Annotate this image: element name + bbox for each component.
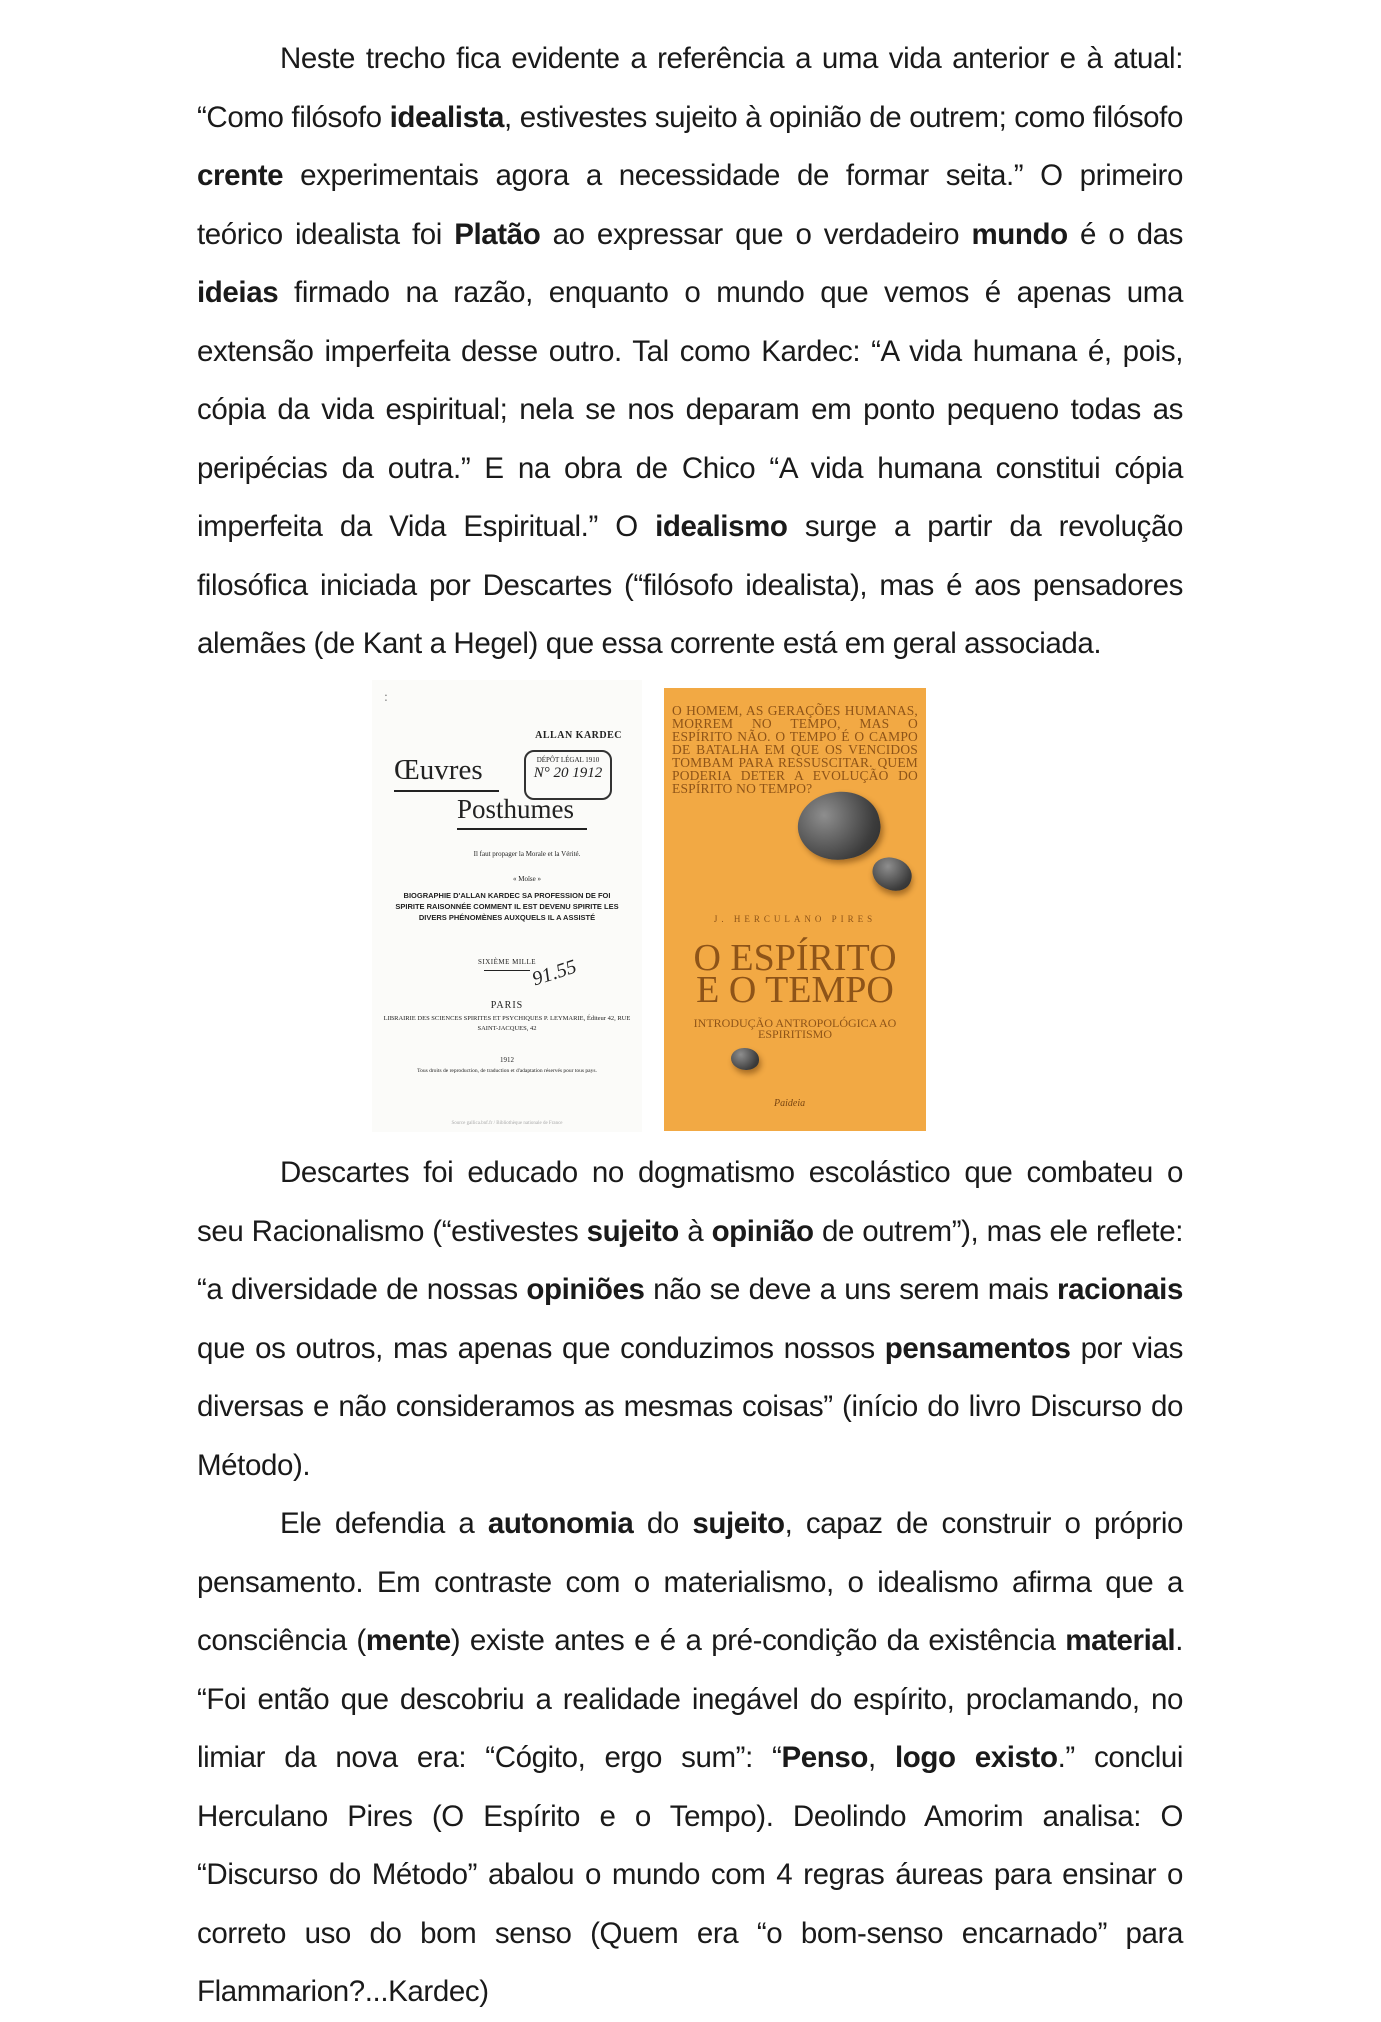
- bold-term: Penso: [781, 1741, 868, 1774]
- bold-term: autonomia: [487, 1507, 634, 1540]
- bold-term: idealismo: [655, 510, 788, 543]
- cover-title-line2: E O TEMPO: [696, 969, 894, 1011]
- bold-term: idealista: [389, 100, 505, 134]
- bold-term: sujeito: [692, 1507, 785, 1540]
- text-run: firmado na razão, enquanto o mundo que vemos é apenas uma extensão imperfeita desse outro. Tal como Kardec: “A vida humana é, pois, cópia da vida espiritual; nela se nos deparam em ponto pequeno todas as peripécias da outra.” E na obra de Chico “A vida humana constitui cópia imperfeita da Vida Espiritual.” O: [197, 276, 1183, 543]
- cover-motto: Il faut propager la Morale et la Vérité.: [473, 850, 581, 858]
- cover-rights: Tous droits de reproduction, de traduction et d'adaptation réservés pour tous pays.: [417, 1068, 597, 1074]
- publisher-logo: Paideia: [774, 1098, 806, 1109]
- text-run: .” conclui Herculano Pires (O Espírito e o Tempo). Deolindo Amorim analisa: O “Discurso do Método” abalou o mundo com 4 regras áureas para ensinar o correto uso do bom senso (Quem era “o bom-senso encarnado” para Flammarion?...Kardec): [197, 1741, 1184, 2008]
- cover-title-line1: Œuvres: [394, 754, 483, 786]
- paragraph: [197, 1144, 1183, 1495]
- text-run: surge a partir da revolução filosófica iniciada por Descartes (“filósofo idealista), mas é aos pensadores alemães (de Kant a Hegel) que essa corrente está em geral associada.: [197, 510, 1183, 660]
- cover-rule: [484, 970, 530, 971]
- text-run: por vias diversas e não consideramos as mesmas coisas” (início do livro Discurso do Método).: [197, 1331, 1183, 1482]
- stamp-handwriting: N° 20 1912: [533, 765, 603, 781]
- paragraph: [197, 30, 1183, 674]
- stone-image: [731, 1048, 759, 1070]
- cover-subtitle: INTRODUÇÃO ANTROPOLÓGICA AO ESPIRITISMO: [693, 1016, 897, 1041]
- bold-term: racionais: [1057, 1273, 1183, 1306]
- text-block-top: [197, 30, 1183, 674]
- stone-image: [869, 853, 916, 894]
- text-run: , capaz de construir o próprio pensamento. Em contraste com o materialismo, o idealismo afirma que a consciência (: [197, 1507, 1184, 1657]
- bold-term: sujeito: [586, 1214, 679, 1248]
- bold-term: mente: [365, 1624, 451, 1657]
- cover-edition: SIXIÈME MILLE: [477, 958, 537, 966]
- text-run: , estivestes sujeito à opinião de outrem; como filósofo: [504, 100, 1183, 134]
- stone-image: [792, 784, 886, 868]
- bold-term: Platão: [454, 217, 541, 251]
- cover-motto-sign: « Moïse »: [513, 875, 541, 883]
- text-run: ) existe antes e é a pré-condição da existência: [450, 1624, 1066, 1657]
- cover-year: 1912: [500, 1056, 514, 1064]
- text-run: Ele defendia a: [280, 1507, 488, 1540]
- bold-term: material: [1065, 1624, 1176, 1657]
- text-run: é o das: [1067, 217, 1183, 251]
- oeuvres-posthumes-cover-image: [372, 680, 642, 1132]
- stamp-text: DÉPÔT LÉGAL 1910: [536, 756, 600, 764]
- text-run: Neste trecho fica evidente a referência a uma vida anterior e à atual: “Como filósofo: [197, 42, 1183, 134]
- bold-term: ideias: [197, 276, 279, 309]
- text-run: ao expressar que o verdadeiro: [540, 217, 972, 251]
- text-run: à: [678, 1214, 712, 1248]
- bold-term: mundo: [971, 217, 1068, 251]
- cover-city: PARIS: [490, 1000, 524, 1011]
- text-run: experimentais agora a necessidade de formar seita.” O primeiro teórico idealista foi: [197, 159, 1183, 251]
- text-run: . “Foi então que descobriu a realidade inegável do espírito, proclamando, no limiar da nova era: “Cógito, ergo sum”: “: [197, 1624, 1183, 1774]
- text-run: ,: [867, 1741, 895, 1774]
- library-stamp: [524, 750, 612, 800]
- paragraph: [197, 1495, 1183, 2022]
- cover-quote: O HOMEM, AS GERAÇÕES HUMANAS, MORREM NO TEMPO, MAS O ESPÍRITO NÃO. O TEMPO É O CAMPO DE BATALHA EM QUE OS VENCIDOS TOMBAM PARA RESSUSCITAR. QUEM PODERIA DETER A EVOLUÇÃO DO ESPÍRITO NO TEMPO?: [672, 703, 918, 796]
- text-run: Descartes foi educado no dogmatismo escolástico que combateu o seu Racionalismo (“estivestes: [197, 1156, 1183, 1248]
- handwritten-number: 91.55: [529, 955, 580, 991]
- text-block-bottom: [197, 1144, 1183, 2022]
- bold-term: pensamentos: [884, 1331, 1071, 1365]
- bold-term: opiniões: [526, 1273, 645, 1306]
- text-run: que os outros, mas apenas que conduzimos nossos: [197, 1331, 885, 1365]
- text-run: de outrem”), mas ele reflete: “a diversidade de nossas: [197, 1214, 1183, 1306]
- cover-edge-mark: :: [384, 690, 388, 705]
- cover-title-line1: O ESPÍRITO: [693, 937, 897, 979]
- cover-author: ALLAN KARDEC: [535, 730, 622, 741]
- bold-term: logo existo: [894, 1741, 1058, 1774]
- bold-term: crente: [197, 159, 284, 192]
- cover-description: BIOGRAPHIE D'ALLAN KARDEC SA PROFESSION DE FOI SPIRITE RAISONNÉE COMMENT IL EST DEVENU SPIRITE LES DIVERS PHÉNOMÈNES AUXQUELS IL A ASSISTÉ: [395, 891, 619, 922]
- o-espirito-e-o-tempo-cover-image: [664, 688, 926, 1131]
- text-run: não se deve a uns serem mais: [644, 1273, 1058, 1306]
- cover-publisher: LIBRAIRIE DES SCIENCES SPIRITES ET PSYCHIQUES P. LEYMARIE, Éditeur 42, RUE SAINT-JACQUES, 42: [383, 1015, 631, 1032]
- bold-term: opinião: [711, 1214, 814, 1248]
- text-run: do: [633, 1507, 693, 1540]
- cover-rule: [394, 790, 499, 792]
- cover-rule: [457, 828, 587, 830]
- cover-footer: Source gallica.bnf.fr / Bibliothèque nationale de France: [451, 1121, 563, 1126]
- cover-author: J. HERCULANO PIRES: [713, 914, 877, 924]
- cover-title-line2: Posthumes: [457, 794, 575, 824]
- cover-title: [672, 937, 918, 1011]
